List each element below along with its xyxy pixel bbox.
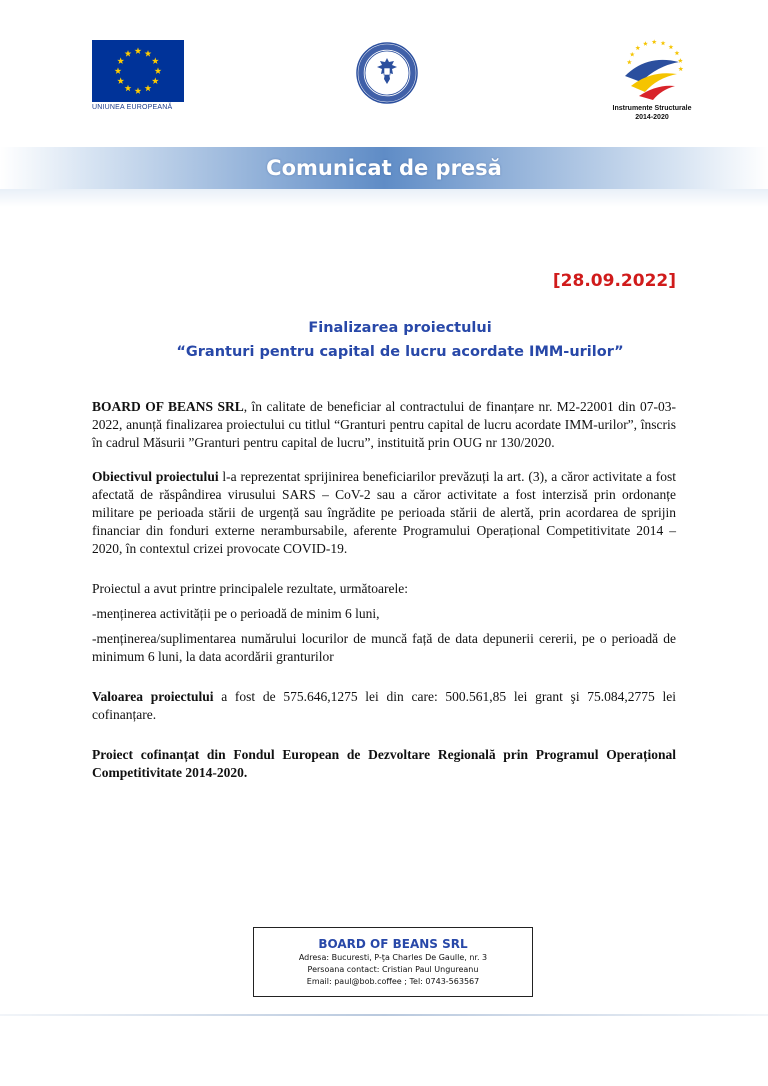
banner-shadow xyxy=(0,189,768,207)
is-star-icon xyxy=(678,58,683,63)
is-star-icon xyxy=(668,44,673,49)
results-intro: Proiectul a avut printre principalele rezultate, următoarele: xyxy=(92,581,408,596)
instrumente-structurale-period: 2014-2020 xyxy=(635,114,669,121)
is-star-icon xyxy=(652,39,657,44)
is-star-icon xyxy=(661,41,666,46)
release-date: [28.09.2022] xyxy=(552,271,676,291)
is-star-icon xyxy=(627,60,632,65)
is-star-icon xyxy=(643,41,648,46)
footer-divider xyxy=(0,1014,768,1016)
paragraph-value xyxy=(92,688,676,724)
contact-company: BOARD OF BEANS SRL xyxy=(318,937,468,951)
value-label: Valoarea proiectului xyxy=(92,689,214,704)
paragraph-text: a fost de 575.646,1275 lei din care: 500.561,85 lei grant şi 75.084,2775 lei cofinanțare. xyxy=(92,689,676,722)
heading-line-1: Finalizarea proiectului xyxy=(308,320,492,336)
paragraph-text: , în calitate de beneficiar al contractului de finanțare nr. M2-22001 din 07-03-2022, xyxy=(92,399,676,432)
eu-logo xyxy=(92,40,188,111)
is-star-icon xyxy=(678,66,683,71)
paragraph-beneficiary xyxy=(92,398,676,452)
result-item-2: -menținerea/suplimentarea numărului locurilor de muncă față de data depunerii cererii, pe o perioadă de minimum 6 luni, la data acordării granturilor xyxy=(92,631,676,664)
result-item-1: -menținerea activității pe o perioadă de minim 6 luni, xyxy=(92,606,380,621)
contact-email-phone: Email: paul@bob.coffee ; Tel: 0743-563567 xyxy=(306,977,480,986)
instrumente-structurale-logo xyxy=(604,36,700,122)
press-release-body xyxy=(92,398,676,782)
contact-person: Persoana contact: Cristian Paul Ungureanu xyxy=(307,965,479,974)
paragraph-text: proiectului cu titlul “Granturi pentru capital de lucru acordate IMM-urilor”, înscris în cadrul Măsurii ”Granturi pentru capital de lucru”, instituită prin OUG nr 130/2020. xyxy=(92,417,676,450)
instrumente-structurale-mark-icon xyxy=(617,36,687,104)
heading-line-2: “Granturi pentru capital de lucru acordate IMM-urilor” xyxy=(176,344,624,360)
company-name: BOARD OF BEANS SRL xyxy=(92,399,244,414)
is-star-icon xyxy=(674,51,679,56)
contact-box xyxy=(253,927,533,997)
project-heading xyxy=(80,316,720,364)
paragraph-objective xyxy=(92,468,676,558)
cofinancing-statement: Proiect cofinanțat din Fondul European de Dezvoltare Regională prin Programul Operațional Competitivitate 2014-2020. xyxy=(92,747,676,780)
paragraph-text: l-a reprezentat sprijinirea beneficiarilor prevăzuți la art. (3), a căror activitate a fost afectată de răspândirea virusului SARS – CoV-2 sau a căror activitate a fost interzisă prin ordonanțe militare pe perioada stării de urgență sau îngrădite pe perioada stării de alertă, prin acordarea de sprijin financiar din fonduri externe nerambursabile, aferente Programului Operațional Competitivitate 2014 – 2020, în contextul crizei provocate COVID-19. xyxy=(92,469,676,556)
is-star-icon xyxy=(635,45,640,50)
guvernul-romaniei-seal-icon xyxy=(356,42,418,104)
eu-flag-icon xyxy=(92,40,184,102)
instrumente-structurale-caption: Instrumente Structurale xyxy=(612,105,692,112)
is-star-icon xyxy=(630,52,635,57)
banner-title: Comunicat de presă xyxy=(266,156,502,180)
eu-caption: UNIUNEA EUROPEANĂ xyxy=(92,104,173,111)
contact-address: Adresa: Bucuresti, P-ţa Charles De Gaulle, nr. 3 xyxy=(298,953,488,962)
objective-label: Obiectivul proiectului xyxy=(92,469,219,484)
announce-text: anunță finalizarea xyxy=(126,417,223,432)
